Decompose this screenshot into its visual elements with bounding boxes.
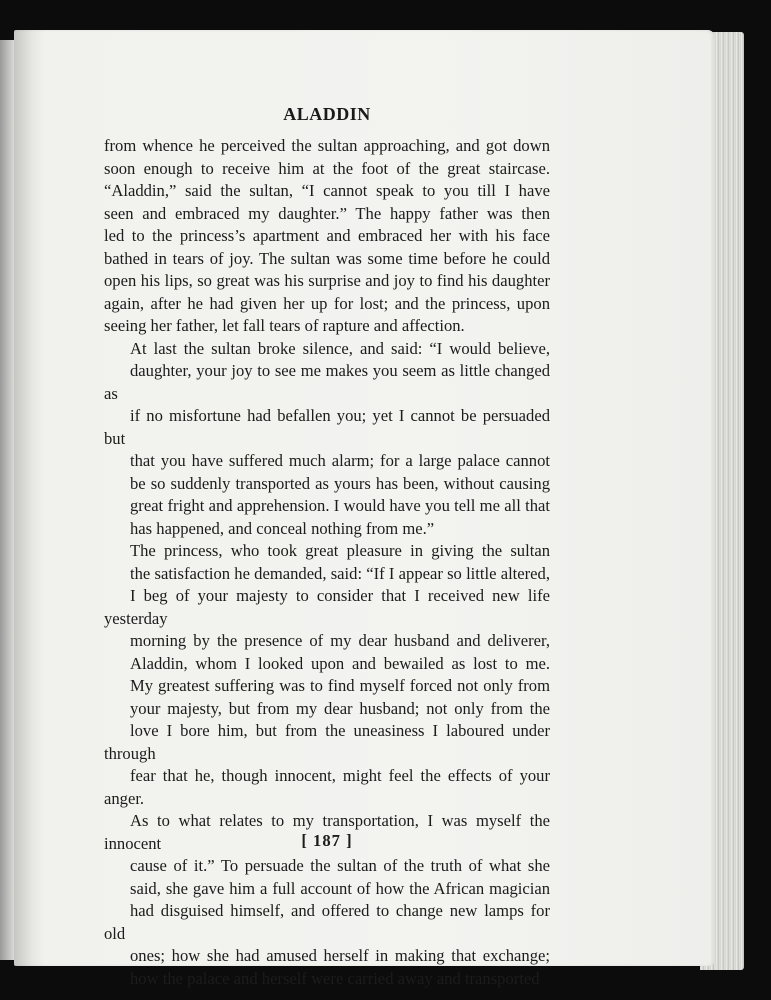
- text-line: again, after he had given her up for lost; and the princess, upon: [104, 293, 550, 313]
- text-line: My greatest suffering was to find myself forced not only from: [130, 676, 550, 695]
- text-line: love I bore him, but from the uneasiness I laboured under through: [104, 721, 550, 763]
- text-line: if no misfortune had befallen you; yet I cannot be persuaded but: [104, 406, 550, 448]
- text-line: that you have suffered much alarm; for a large palace cannot: [130, 451, 550, 470]
- text-line: the satisfaction he demanded, said: “If I appear so little altered,: [130, 563, 550, 583]
- text-line: The princess, who took great pleasure in giving the sultan: [130, 541, 550, 560]
- text-line: ones; how she had amused herself in making that exchange;: [130, 946, 550, 965]
- text-line: Aladdin, whom I looked upon and bewailed as lost to me.: [130, 653, 550, 673]
- paragraph: [104, 135, 550, 338]
- gutter-shadow: [14, 30, 44, 966]
- text-line: As to what relates to my transportation, I was myself the innocent: [104, 811, 550, 853]
- text-line: daughter, your joy to see me makes you seem as little changed as: [104, 361, 550, 403]
- paragraph: [104, 338, 550, 541]
- text-line: seeing her father, let fall tears of rapture and affection.: [104, 316, 465, 335]
- text-line: seen and embraced my daughter.” The happy father was then: [104, 203, 550, 223]
- text-line: I beg of your majesty to consider that I received new life yesterday: [104, 586, 550, 628]
- text-line: open his lips, so great was his surprise and joy to find his daughter: [104, 271, 550, 290]
- text-line: how the palace and herself were carried away and transported: [130, 968, 540, 988]
- text-line: led to the princess’s apartment and embraced her with his face: [104, 226, 550, 245]
- page-number: [ 187 ]: [301, 831, 353, 850]
- text-line: has happened, and conceal nothing from me.”: [130, 518, 435, 538]
- text-line: had disguised himself, and offered to change new lamps for old: [104, 901, 550, 943]
- text-line: from whence he perceived the sultan approaching, and got down: [104, 136, 550, 155]
- text-line: bathed in tears of joy. The sultan was some time before he could: [104, 248, 550, 268]
- text-line: morning by the presence of my dear husband and deliverer,: [130, 631, 550, 650]
- running-head: ALADDIN: [283, 104, 371, 124]
- paragraph: [104, 540, 550, 990]
- text-line: At last the sultan broke silence, and said: “I would believe,: [130, 338, 550, 358]
- text-line: fear that he, though innocent, might feel the effects of your anger.: [104, 766, 550, 808]
- text-line: great fright and apprehension. I would have you tell me all that: [130, 496, 550, 515]
- text-line: “Aladdin,” said the sultan, “I cannot speak to you till I have: [104, 181, 550, 200]
- text-line: cause of it.” To persuade the sultan of the truth of what she: [130, 856, 550, 875]
- text-line: soon enough to receive him at the foot of the great staircase.: [104, 158, 550, 178]
- text-line: be so suddenly transported as yours has been, without causing: [130, 473, 550, 493]
- facing-page-edge: [0, 40, 14, 960]
- text-line: said, she gave him a full account of how the African magician: [130, 878, 550, 898]
- text-line: your majesty, but from my dear husband; not only from the: [130, 698, 550, 718]
- body-text: [104, 135, 550, 990]
